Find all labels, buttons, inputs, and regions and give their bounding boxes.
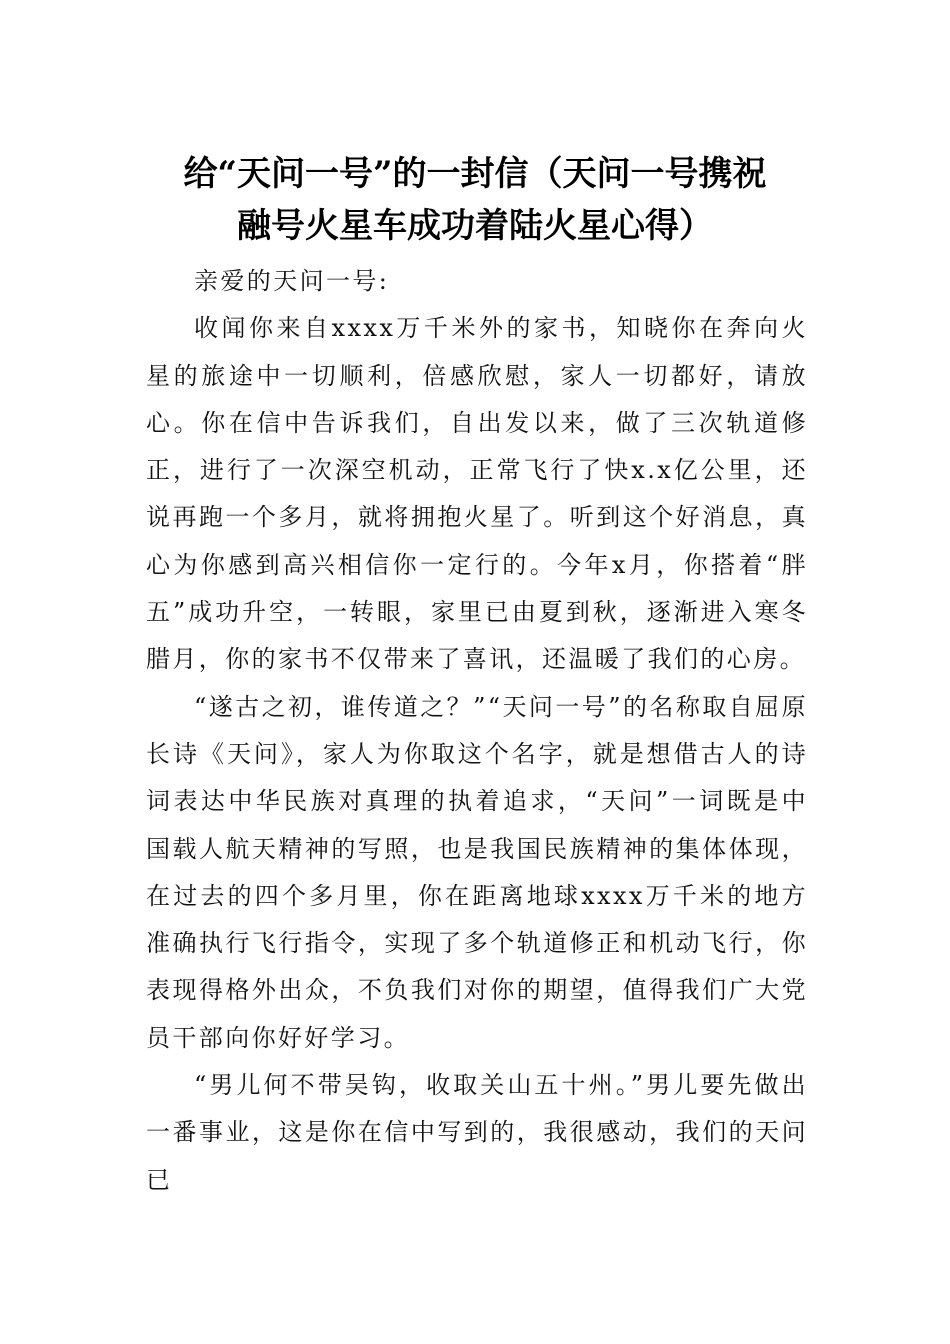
paragraph-3: “男儿何不带吴钩，收取关山五十州。”男儿要先做出一番事业，这是你在信中写到的，我很感动，我们的天问已 <box>146 1071 808 1194</box>
title-line-2: 融号火星车成功着陆火星心得） <box>237 206 713 246</box>
title-line-1: 给“天问一号”的一封信（天问一号携祝 <box>183 154 767 194</box>
document-body <box>146 258 808 1204</box>
paragraph-1: 收闻你来自xxxx万千米外的家书，知晓你在奔向火星的旅途中一切顺利，倍感欣慰，家人一切都好，请放心。你在信中告诉我们，自出发以来，做了三次轨道修正，进行了一次深空机动，正常飞行了快x.x亿公里，还说再跑一个多月，就将拥抱火星了。听到这个好消息，真心为你感到高兴相信你一定行的。今年x月，你搭着“胖五”成功升空，一转眼，家里已由夏到秋，逐渐进入寒冬腊月，你的家书不仅带来了喜讯，还温暖了我们的心房。 <box>146 314 808 674</box>
document-title <box>140 148 810 252</box>
paragraph-2: “遂古之初，谁传道之？”“天问一号”的名称取自屈原长诗《天问》，家人为你取这个名字，就是想借古人的诗词表达中华民族对真理的执着追求，“天问”一词既是中国载人航天精神的写照，也是我国民族精神的集体体现，在过去的四个多月里，你在距离地球xxxx万千米的地方准确执行飞行指令，实现了多个轨道修正和机动飞行，你表现得格外出众，不负我们对你的期望，值得我们广大党员干部向你好好学习。 <box>146 692 808 1052</box>
salutation: 亲爱的天问一号: <box>194 267 390 295</box>
